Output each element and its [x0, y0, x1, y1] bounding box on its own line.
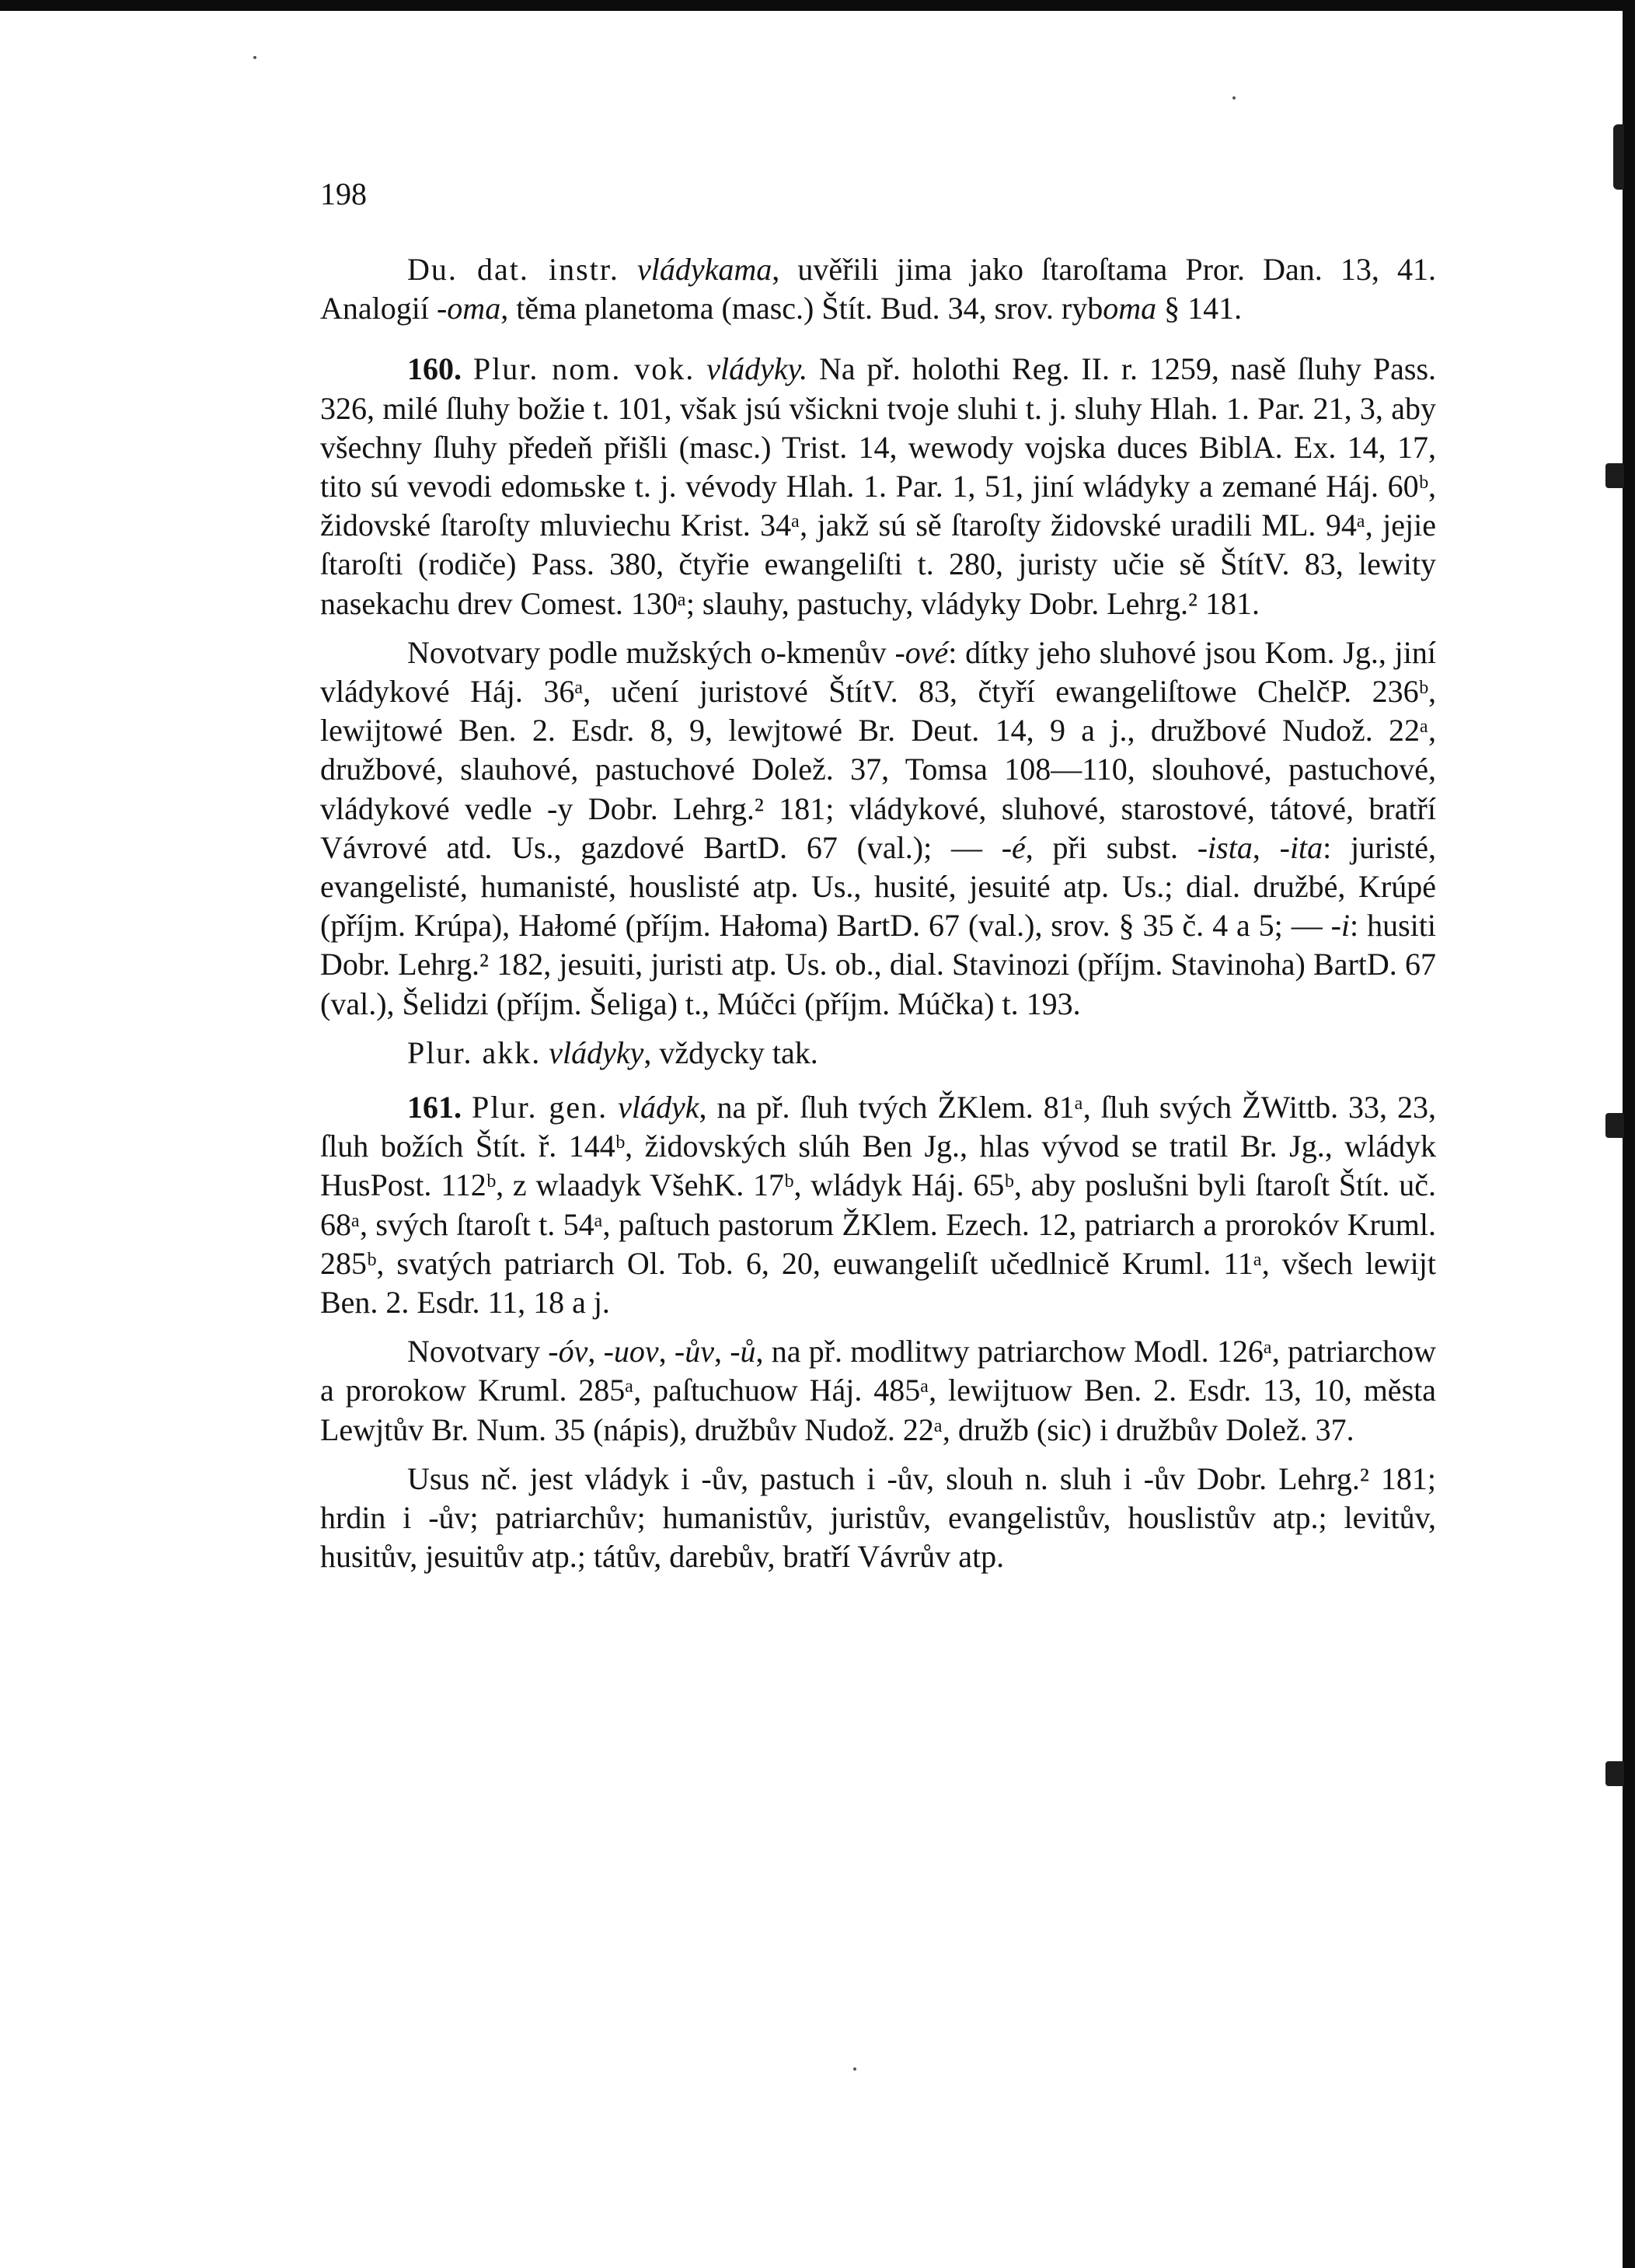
scan-margin-mark — [1605, 1761, 1624, 1786]
text-run — [695, 351, 706, 386]
text-run — [462, 351, 473, 386]
italic-form: vládykama — [637, 252, 772, 287]
case-heading: Plur. nom. vok. — [472, 351, 695, 387]
italic-form: -ové — [894, 634, 949, 670]
italic-form: -é — [1001, 829, 1026, 865]
text-run: , těma planetoma (masc.) Štít. Bud. 34, srov. ryb — [500, 291, 1103, 326]
text-run: Novotvary podle mužských o-kmenův — [407, 634, 895, 670]
paragraph — [320, 1332, 1436, 1450]
italic-form: -uov — [603, 1334, 659, 1370]
text-run: Novotvary — [407, 1334, 549, 1370]
scan-speck — [853, 2067, 856, 2071]
scan-margin-mark — [1605, 1113, 1624, 1138]
paragraph — [320, 350, 1436, 623]
italic-form: -ita — [1279, 829, 1323, 865]
text-run: Na př. holothi Reg. II. r. 1259, nasě ſluhy Pass. 326, milé ſluhy božie t. 101, však jsú všickni tvoje sluhi t. j. sluhy Hlah. 1. Par. 21, 3, aby všechny ſluhy předeň přišli (masc.) Trist. 14, wewody vojska duces BiblA. Ex. 14, 17, tito sú vevodi edomьske t. j. vévody Hlah. 1. Par. 1, 51, jiní wládyky a zemané Háj. 60ᵇ, židovské ſtaroſty mluviechu Krist. 34ᵃ, jakž sú sě ſtaroſty židovské uradili ML. 94ᵃ, jejie ſtaroſti (rodiče) Pass. 380, čtyřie ewangeliſti t. 280, juristy učie sě ŠtítV. 83, lewity nasekachu drev Comest. 130ᵃ; slauhy, pastuchy, vládyky Dobr. Lehrg.² 181. — [320, 351, 1437, 621]
scan-margin-mark — [1605, 463, 1624, 488]
text-run: , vždycky tak. — [643, 1035, 818, 1070]
italic-form: -óv — [548, 1334, 588, 1370]
italic-form: oma — [1103, 291, 1157, 326]
paragraph — [320, 250, 1436, 328]
case-heading: Plur. akk. — [407, 1035, 542, 1070]
scan-top-edge — [0, 0, 1635, 11]
text-run: § 141. — [1156, 291, 1243, 326]
body-text — [320, 250, 1436, 1587]
italic-form: -oma — [436, 291, 501, 326]
case-heading: Plur. gen. — [471, 1090, 608, 1125]
paragraph — [320, 1088, 1436, 1322]
text-run: , uvěřili jima jako ſtaroſtama Pror. Dan. 13, 41. Analogií — [320, 252, 1437, 326]
paragraph — [320, 1460, 1436, 1577]
scan-margin-mark — [1613, 124, 1624, 190]
text-run — [462, 1090, 472, 1125]
scan-right-edge — [1623, 0, 1635, 2268]
text-run: , — [1252, 829, 1280, 865]
text-run — [619, 252, 637, 287]
section-number: 160. — [407, 351, 462, 387]
text-run: : husiti Dobr. Lehrg.² 182, jesuiti, juristi atp. Us. ob., dial. Stavinozi (příjm. Stavinoha) BartD. 67 (val.), Šelidzi (příjm. Šeliga) t., Múčci (příjm. Múčka) t. 193. — [320, 908, 1436, 1021]
italic-form: vládyk — [618, 1090, 699, 1125]
paragraph — [320, 633, 1436, 1024]
scan-speck — [253, 56, 256, 59]
italic-form: -ův — [674, 1334, 714, 1370]
text-run: : juristé, evangelisté, humanisté, houslisté atp. Us., husité, jesuité atp. Us.; dial. družbé, Krúpé (příjm. Krúpa), Hałomé (příjm. Hałoma) BartD. 67 (val.), srov. § 35 č. 4 a 5; — — [320, 829, 1437, 944]
italic-form: -ista — [1197, 829, 1253, 865]
text-run: : dítky jeho sluhové jsou Kom. Jg., jiní vládykové Háj. 36ᵃ, učení juristové ŠtítV. 83, čtyří ewangeliſtowe ChelčP. 236ᵇ, lewijtowé Ben. 2. Esdr. 8, 9, lewjtowé Br. Deut. 14, 9 a j., družbové Nudož. 22ᵃ, družbové, slauhové, pastuchové Dolež. 37, Tomsa 108—110, slouhové, pastuchové, vládykové vedle -y Dobr. Lehrg.² 181; vládykové, sluhové, starostové, tátové, bratří Vávrové atd. Us., gazdové BartD. 67 (val.); — — [320, 634, 1436, 865]
text-run: , — [658, 1334, 675, 1370]
italic-form: vládyky. — [706, 351, 808, 387]
text-run: , na př. modlitwy patriarchow Modl. 126ᵃ, patriarchow a prorokow Kruml. 285ᵃ, paſtuchuow Háj. 485ᵃ, lewijtuow Ben. 2. Esdr. 13, 10, města Lewjtův Br. Num. 35 (nápis), družbův Nudož. 22ᵃ, družb (sic) i družbův Dolež. 37. — [320, 1334, 1437, 1447]
paragraph — [320, 1034, 1436, 1073]
text-run: , na př. ſluh tvých ŽKlem. 81ᵃ, ſluh svých ŽWittb. 33, 23, ſluh božích Štít. ř. 144ᵇ, židovských slúh Ben Jg., hlas vývod se tratil Br. Jg., wládyk HusPost. 112ᵇ, z wlaadyk VšehK. 17ᵇ, wládyk Háj. 65ᵇ, aby poslušni byli ſtaroſt Štít. uč. 68ᵃ, svých ſtaroſt t. 54ᵃ, paſtuch pastorum ŽKlem. Ezech. 12, patriarch a prorokóv Kruml. 285ᵇ, svatých patriarch Ol. Tob. 6, 20, euwangeliſt učedlnicě Kruml. 11ᵃ, všech lewijt Ben. 2. Esdr. 11, 18 a j. — [320, 1090, 1437, 1321]
case-heading: Du. dat. instr. — [407, 252, 619, 287]
italic-form: -i — [1330, 908, 1351, 944]
text-run — [541, 1035, 549, 1070]
text-run — [608, 1090, 618, 1125]
section-number: 161. — [407, 1090, 462, 1125]
scan-speck — [1232, 96, 1236, 99]
text-run: , při subst. — [1025, 829, 1197, 865]
text-run: , — [713, 1334, 730, 1370]
italic-form: vládyky — [549, 1035, 644, 1070]
text-run: Usus nč. jest vládyk i -ův, pastuch i -ův, slouh n. sluh i -ův Dobr. Lehrg.² 181; hrdin i -ův; patriarchův; humanistův, juristův, evangelistův, houslistův atp.; levitův, husitův, jesuitův atp.; tátův, darebův, bratří Vávrův atp. — [320, 1460, 1436, 1575]
italic-form: -ů — [730, 1334, 756, 1370]
page-number: 198 — [320, 176, 367, 211]
text-run: , — [587, 1334, 604, 1370]
